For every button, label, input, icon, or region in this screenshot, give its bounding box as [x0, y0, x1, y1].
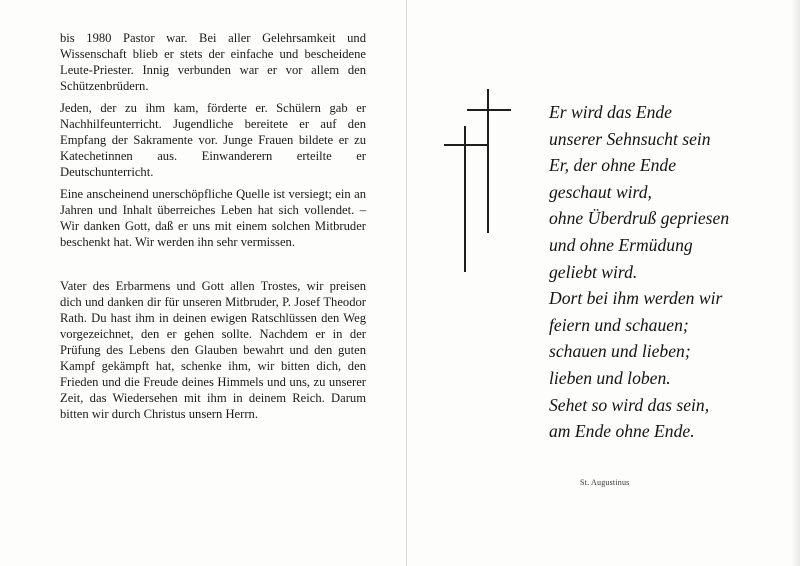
page-fold-divider	[406, 0, 407, 566]
poem-line: schauen und lieben;	[549, 341, 691, 362]
poem-attribution: St. Augustinus	[580, 478, 630, 487]
front-cross-horizontal	[444, 144, 488, 146]
paragraph-prayer: Vater des Erbarmens und Gott allen Trostes, wir preisen dich und danken dir für unseren Mitbruder, P. Josef Theodor Rath. Du hast ihm in deinen ewigen Ratschlüssen den Weg vorgezeichnet, den er gehen sollte. Nachdem er in der Prüfung des Lebens den Glauben bewahrt und den guten Kampf gekämpft hat, schenke ihm, wir bitten dich, den Frieden und die Freude deines Himmels und uns, zu unserer Zeit, das Wiedersehen mit ihm in deinem Reich. Darum bitten wir durch Christus unsern Herrn.	[60, 279, 366, 421]
poem-line: geschaut wird,	[549, 181, 652, 202]
left-page-text	[60, 30, 366, 428]
poem-line: ohne Überdruß gepriesen	[549, 208, 730, 229]
poem-line: am Ende ohne Ende.	[549, 421, 695, 442]
poem-block	[549, 99, 799, 445]
poem-line: Sehet so wird das sein,	[549, 394, 710, 415]
poem-line: Dort bei ihm werden wir	[549, 288, 723, 309]
poem-line: Er wird das Ende	[549, 102, 672, 122]
poem-line: Er, der ohne Ende	[549, 155, 677, 176]
paragraph-pastor: bis 1980 Pastor war. Bei aller Gelehrsamkeit und Wissenschaft blieb er stets der einfache und bescheidene Leute-Priester. Innig verbunden war er vor allem den Schützenbrüdern.	[60, 31, 366, 93]
back-cross-horizontal	[467, 109, 511, 111]
front-cross-vertical	[464, 126, 466, 272]
poem-line: lieben und loben.	[549, 367, 671, 388]
paragraph-support: Jeden, der zu ihm kam, förderte er. Schülern gab er Nachhilfeunterricht. Jugendliche bereitete er auf den Empfang der Sakramente vor. Junge Frauen bildete er zu Katechetinnen aus. Einwanderern erteilte er Deutschunterricht.	[60, 101, 366, 179]
poem-line: unserer Sehnsucht sein	[549, 128, 711, 149]
paper-edge	[791, 0, 800, 566]
poem-line: feiern und schauen;	[549, 314, 689, 335]
poem-line: geliebt wird.	[549, 261, 638, 282]
poem-line: und ohne Ermüdung	[549, 234, 693, 255]
paragraph-gratitude: Eine anscheinend unerschöpfliche Quelle ist versiegt; ein an Jahren und Inhalt überreiches Leben hat sich vollendet. – Wir danken Gott, daß er uns mit einem solchen Mitbruder beschenkt hat. Wir werden ihn sehr vermissen.	[60, 187, 366, 249]
